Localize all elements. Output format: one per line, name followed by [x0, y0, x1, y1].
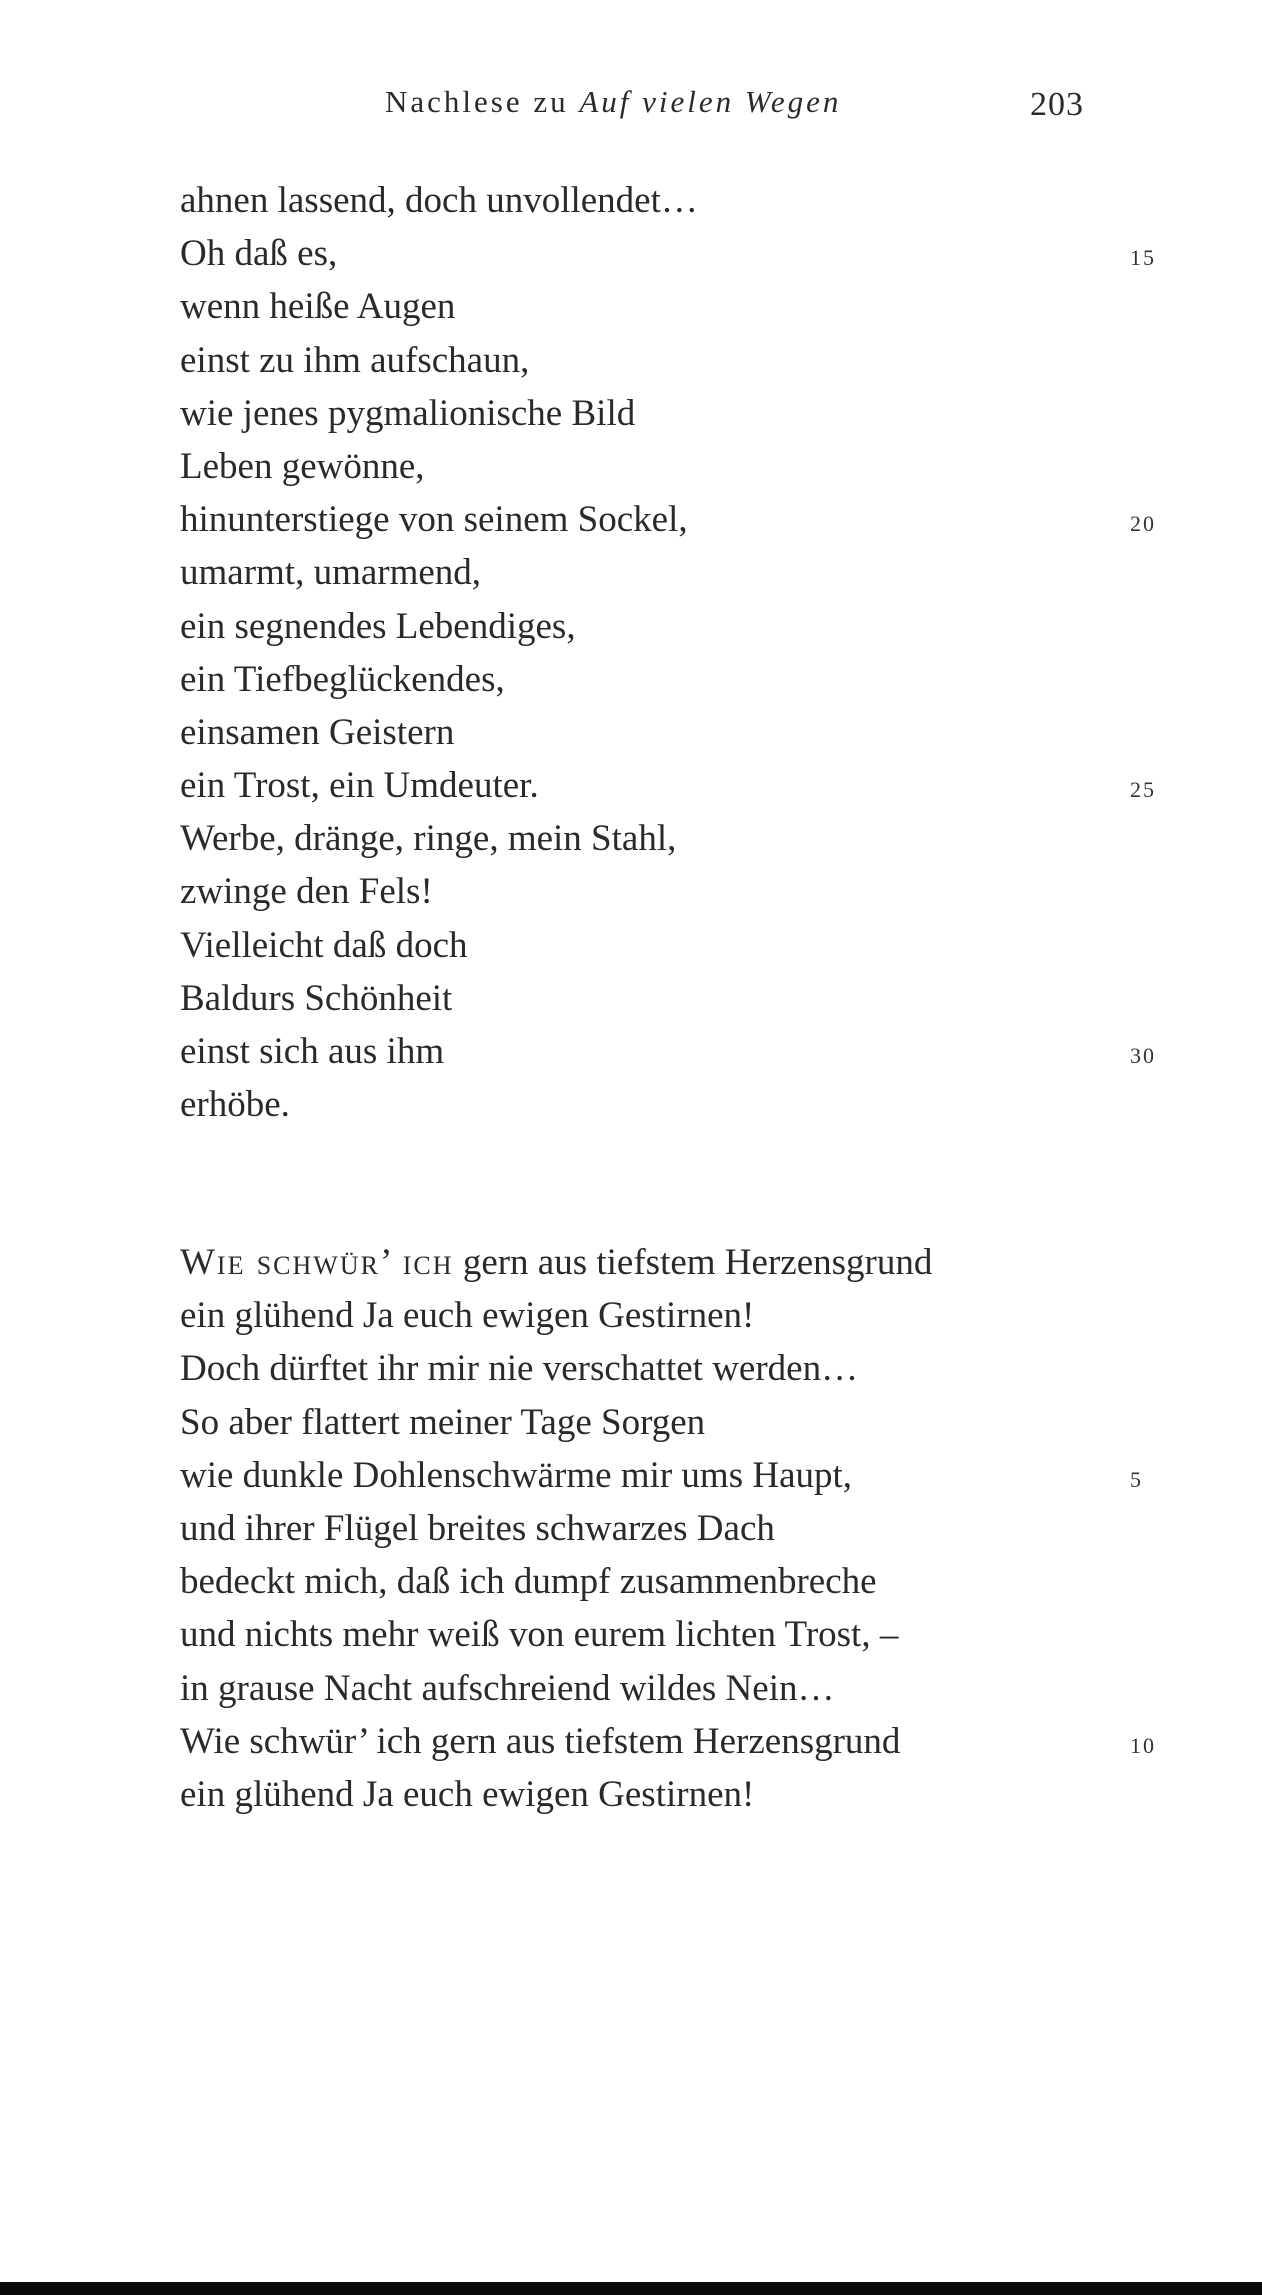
poem-line-text: ein Trost, ein Umdeuter. — [180, 765, 539, 807]
poem-line — [180, 706, 1080, 759]
poem-line-text: umarmt, umarmend, — [180, 552, 482, 594]
poem-line-text: Vielleicht daß doch — [180, 924, 468, 966]
poem-line-text: hinunterstiege von seinem Sockel, — [180, 499, 688, 541]
running-head-prefix: Nachlese zu — [385, 84, 569, 119]
poem-line-text: einsamen Geistern — [180, 711, 455, 753]
poem-line-text: ein Tiefbeglückendes, — [180, 658, 505, 700]
line-number: 20 — [1130, 511, 1156, 537]
poem-line — [180, 1662, 1080, 1715]
poem-line — [180, 600, 1080, 653]
line-number: 15 — [1130, 245, 1156, 271]
line-number: 30 — [1130, 1043, 1156, 1068]
line-number: 10 — [1130, 1732, 1156, 1758]
opening-small-caps: Wie schwür’ ich — [180, 1242, 454, 1283]
poem-line-text: wenn heiße Augen — [180, 286, 456, 328]
poem-line-text: ein segnendes Lebendiges, — [180, 605, 576, 647]
running-head-title: Auf vielen Wegen — [579, 84, 842, 119]
poem-line-text — [180, 1236, 932, 1289]
poem-line-text: Doch dürftet ihr mir nie verschattet werden… — [180, 1348, 859, 1390]
poem-line-text: und nichts mehr weiß von eurem lichten Trost, – — [180, 1614, 899, 1656]
poem-line — [180, 1396, 1080, 1449]
poem-line — [180, 1555, 1080, 1608]
poem-line — [180, 1715, 1156, 1768]
poem-line-text: einst zu ihm aufschaun, — [180, 339, 530, 381]
poem-line-text: bedeckt mich, daß ich dumpf zusammenbreche — [180, 1561, 877, 1603]
line-number: 5 — [1130, 1466, 1143, 1492]
poem-line-text: zwinge den Fels! — [180, 871, 433, 913]
poem-line-text: Werbe, dränge, ringe, mein Stahl, — [180, 818, 677, 860]
poem-line-text: Baldurs Schönheit — [180, 977, 453, 1019]
poem-line-text: ein glühend Ja euch ewigen Gestirnen! — [180, 1773, 755, 1815]
poem-line — [180, 1342, 1080, 1395]
poem-line-text: Wie schwür’ ich gern aus tiefstem Herzensgrund — [180, 1720, 901, 1762]
poem-line — [180, 493, 1156, 546]
poem-line — [180, 227, 1156, 280]
running-head — [385, 84, 841, 120]
poem-line — [180, 387, 1080, 440]
poem-line-text: erhöbe. — [180, 1084, 290, 1126]
poem-wie-schwuer-ich — [180, 1236, 1156, 1821]
poem-line-text: wie jenes pygmalionische Bild — [180, 392, 636, 434]
poem-line-text: So aber flattert meiner Tage Sorgen — [180, 1401, 706, 1443]
line-number: 25 — [1130, 777, 1156, 803]
poem-line — [180, 1502, 1080, 1555]
poem-line — [180, 174, 1080, 227]
poem-line — [180, 334, 1080, 387]
poem-line-text: ein glühend Ja euch ewigen Gestirnen! — [180, 1295, 755, 1337]
poem-line — [180, 653, 1080, 706]
poem-line-text: in grause Nacht aufschreiend wildes Nein… — [180, 1667, 835, 1709]
poem-line-text: ahnen lassend, doch unvollendet… — [180, 180, 698, 221]
poem-line — [180, 812, 1080, 865]
page-number: 203 — [1030, 86, 1084, 123]
poem-line-text: wie dunkle Dohlenschwärme mir ums Haupt, — [180, 1454, 853, 1496]
poem-line — [180, 280, 1080, 333]
first-line-rest: gern aus tiefstem Herzensgrund — [453, 1242, 933, 1283]
poem-line-text: Leben gewönne, — [180, 445, 425, 487]
poem-line-text: einst sich aus ihm — [180, 1031, 445, 1072]
poem-line — [180, 919, 1080, 972]
poem-line-text: und ihrer Flügel breites schwarzes Dach — [180, 1507, 775, 1549]
scan-bottom-edge — [0, 2282, 1262, 2295]
poem-line — [180, 1449, 1143, 1502]
poem-line — [180, 865, 1080, 918]
poem-line — [180, 972, 1080, 1025]
poem-line — [180, 759, 1156, 812]
poem-line — [180, 440, 1080, 493]
poem-line — [180, 1289, 1080, 1342]
poem-line — [180, 1025, 1156, 1078]
poem-line — [180, 546, 1080, 599]
poem-line — [180, 1608, 1080, 1661]
poem-line — [180, 1078, 1080, 1131]
poem-line — [180, 1768, 1080, 1821]
poem-line-text: Oh daß es, — [180, 233, 338, 275]
poem-first-line — [180, 1236, 1080, 1289]
poem-continuation — [180, 174, 1156, 1131]
